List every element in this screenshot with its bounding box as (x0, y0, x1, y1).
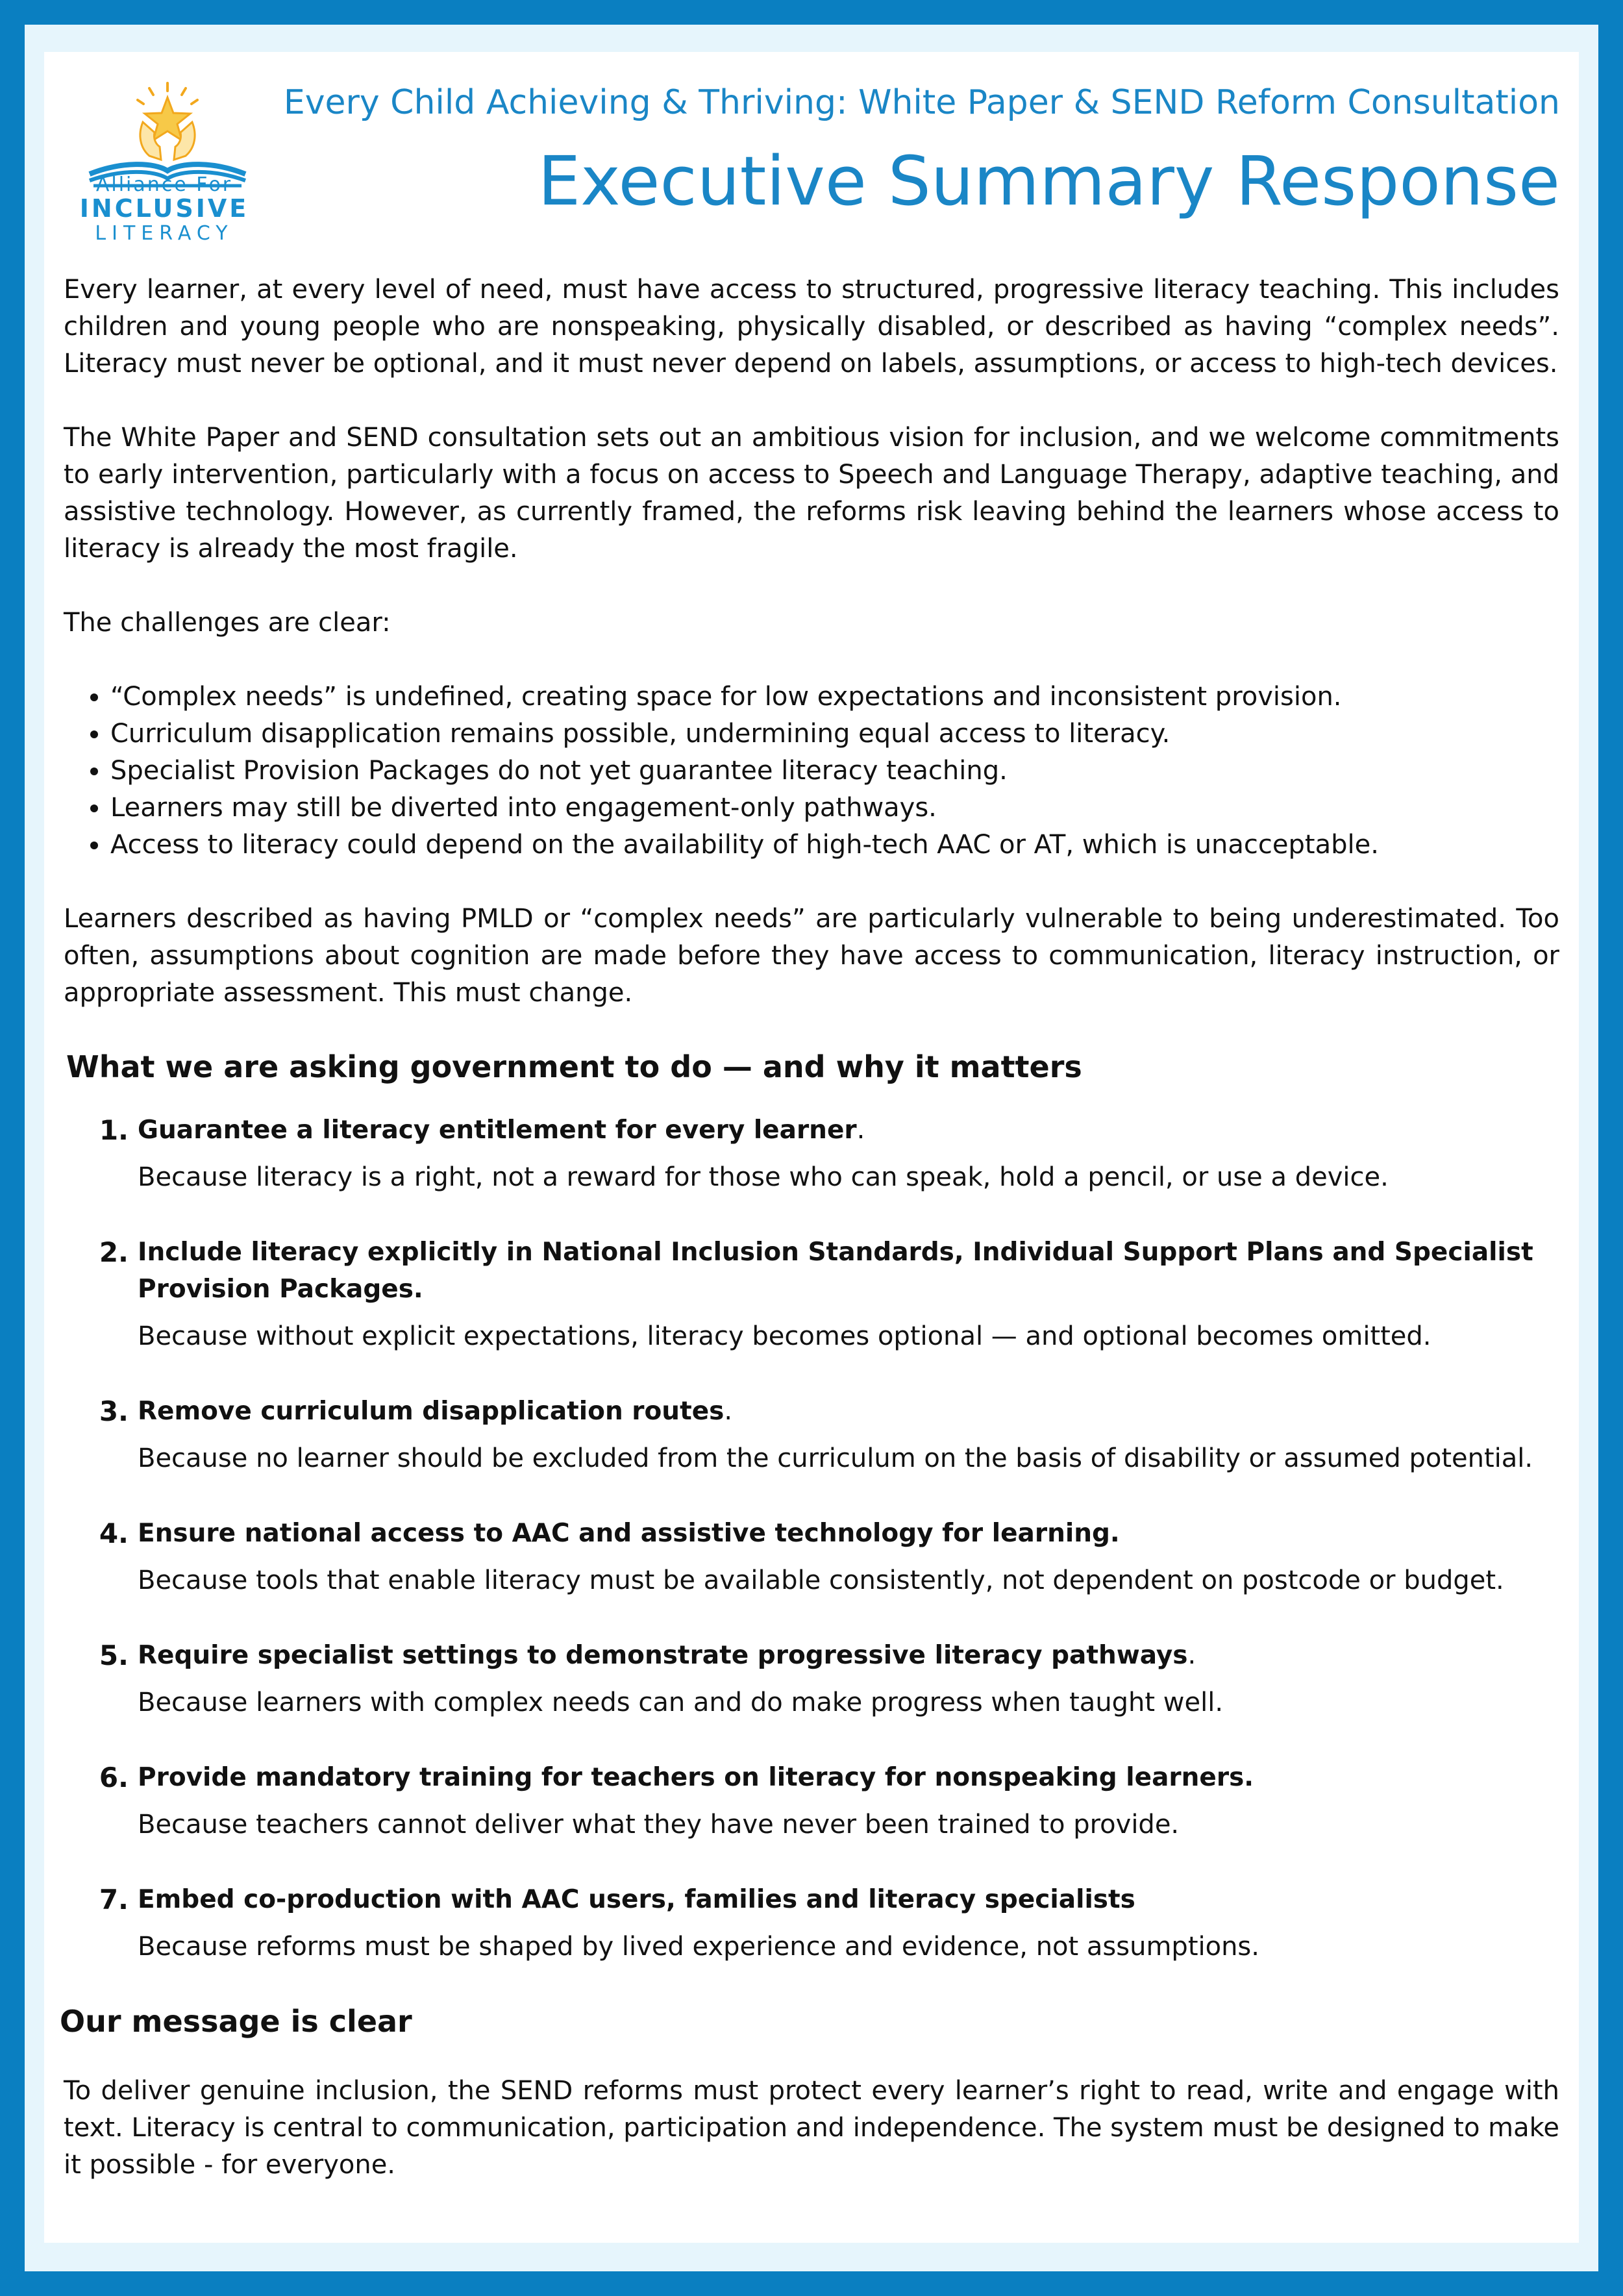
ask-number: 3. (99, 1395, 129, 1427)
ask-number: 5. (99, 1640, 129, 1671)
ask-heading: Guarantee a literacy entitlement for every learner (138, 1116, 857, 1145)
asks-heading: What we are asking government to do — and why it matters (66, 1049, 1082, 1084)
ask-heading-tail: . (856, 1115, 865, 1145)
ask-item (64, 1637, 1559, 1721)
closing-heading: Our message is clear (60, 2004, 412, 2039)
ask-heading: Ensure national access to AAC and assistive technology for learning. (138, 1519, 1120, 1548)
ask-heading-tail: . (724, 1396, 733, 1426)
ask-heading: Require specialist settings to demonstrate progressive literacy pathways (138, 1641, 1188, 1670)
challenges-list (64, 679, 1559, 864)
ask-item (64, 1234, 1559, 1355)
list-item: • “Complex needs” is undefined, creating space for low expectations and inconsistent provision. (110, 679, 1559, 716)
ask-item (64, 1393, 1559, 1477)
closing-paragraph: To deliver genuine inclusion, the SEND reforms must protect every learner’s right to read, write and engage with text. Literacy is central to communication, participation and independence. The system must be designed to make it possible - for everyone. (64, 2076, 1559, 2180)
logo-line-3: LITERACY (95, 221, 234, 245)
ask-heading: Include literacy explicitly in National Inclusion Standards, Individual Support Plans and Specialist Provision Packages. (138, 1238, 1533, 1304)
ask-number: 1. (99, 1114, 129, 1146)
logo-wordmark (70, 174, 258, 244)
ask-reason: Because tools that enable literacy must be available consistently, not dependent on postcode or budget. (138, 1566, 1504, 1595)
list-item: • Access to literacy could depend on the availability of high-tech AAC or AT, which is unacceptable. (110, 827, 1559, 864)
ask-item (64, 1515, 1559, 1599)
challenges-lead: The challenges are clear: (64, 608, 391, 638)
ask-number: 2. (99, 1236, 129, 1268)
ask-reason: Because learners with complex needs can and do make progress when taught well. (138, 1688, 1224, 1717)
intro-paragraph-2: The White Paper and SEND consultation sets out an ambitious vision for inclusion, and we welcome commitments to early intervention, particularly with a focus on access to Speech and Language Therapy, adaptive teaching, and assistive technology. However, as currently framed, the reforms risk leaving behind the learners whose access to literacy is already the most fragile. (64, 423, 1559, 564)
document-title: Executive Summary Response (538, 142, 1560, 221)
logo-line-1: Alliance For (95, 173, 233, 196)
logo-line-2: INCLUSIVE (79, 194, 249, 223)
ask-number: 7. (99, 1884, 129, 1915)
ask-heading: Provide mandatory training for teachers on literacy for nonspeaking learners. (138, 1763, 1254, 1792)
ask-number: 6. (99, 1762, 129, 1793)
ask-item (64, 1112, 1559, 1196)
ask-item (64, 1881, 1559, 1965)
ask-reason: Because teachers cannot deliver what they have never been trained to provide. (138, 1810, 1180, 1840)
ask-reason: Because literacy is a right, not a reward for those who can speak, hold a pencil, or use a device. (138, 1162, 1389, 1192)
ask-reason: Because without explicit expectations, literacy becomes optional — and optional becomes omitted. (138, 1321, 1431, 1351)
intro-paragraph-1: Every learner, at every level of need, must have access to structured, progressive literacy teaching. This includes children and young people who are nonspeaking, physically disabled, or described as having “complex needs”. Literacy must never be optional, and it must never depend on labels, assumptions, or access to high-tech devices. (64, 275, 1559, 379)
ask-heading: Embed co-production with AAC users, families and literacy specialists (138, 1885, 1135, 1914)
list-item: • Curriculum disapplication remains possible, undermining equal access to literacy. (110, 716, 1559, 753)
ask-reason: Because reforms must be shaped by lived experience and evidence, not assumptions. (138, 1932, 1259, 1962)
document-body (60, 271, 1559, 2221)
ask-number: 4. (99, 1517, 129, 1549)
ask-item (64, 1759, 1559, 1843)
ask-heading: Remove curriculum disapplication routes (138, 1397, 725, 1426)
pmld-paragraph: Learners described as having PMLD or “complex needs” are particularly vulnerable to being underestimated. Too often, assumptions about cognition are made before they have access to communication, literacy instruction, or appropriate assessment. This must change. (64, 904, 1559, 1008)
list-item: • Specialist Provision Packages do not yet guarantee literacy teaching. (110, 753, 1559, 790)
ask-reason: Because no learner should be excluded from the curriculum on the basis of disability or assumed potential. (138, 1443, 1533, 1473)
list-item: • Learners may still be diverted into engagement-only pathways. (110, 790, 1559, 827)
document-subtitle: Every Child Achieving & Thriving: White Paper & SEND Reform Consultation (283, 83, 1560, 122)
ask-heading-tail: . (1187, 1640, 1196, 1670)
